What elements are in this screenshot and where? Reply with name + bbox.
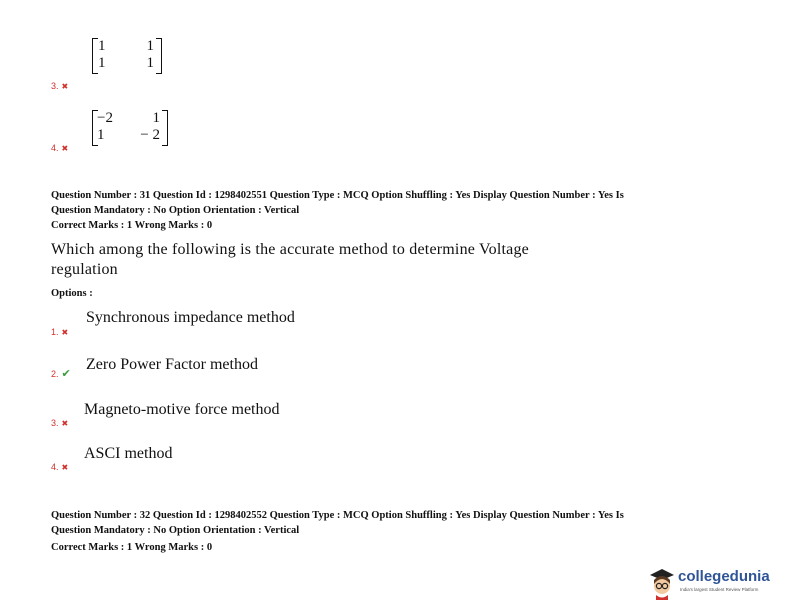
wrong-mark-icon: ✖ — [61, 419, 69, 428]
matrix-cell: 1 — [98, 38, 106, 54]
option-number: 4. — [51, 143, 59, 153]
logo-wordmark: collegedunia — [678, 568, 770, 585]
wrong-mark-icon: ✖ — [61, 82, 69, 91]
logo-tagline: India's largest Student Review Platform — [680, 587, 759, 592]
question-line: Which among the following is the accurate method to determine Voltage — [51, 241, 529, 258]
meta-line: Question Number : 32 Question Id : 1298402552 Question Type : MCQ Option Shuffling : Yes Display Question Number : Yes Is — [51, 510, 624, 521]
option-3-marker — [51, 413, 68, 431]
option-number: 4. — [51, 462, 59, 472]
question-31-meta — [51, 188, 751, 233]
meta-line: Correct Marks : 1 Wrong Marks : 0 — [51, 542, 213, 553]
options-label: Options : — [51, 288, 93, 299]
question-32-meta — [51, 508, 751, 555]
option-4-marker — [51, 457, 68, 475]
option-marker — [51, 76, 68, 94]
correct-check-icon: ✔ — [61, 367, 71, 380]
mascot-icon — [648, 566, 676, 600]
matrix-option-4 — [92, 110, 168, 144]
option-2-text: Zero Power Factor method — [86, 356, 258, 373]
matrix-cell: 1 — [97, 127, 105, 143]
matrix-cell: 1 — [146, 55, 154, 71]
matrix-cell: 1 — [152, 110, 160, 126]
option-number: 3. — [51, 81, 59, 91]
wrong-mark-icon: ✖ — [61, 328, 69, 337]
matrix-right-bracket — [162, 110, 168, 146]
option-4-text: ASCI method — [84, 445, 173, 462]
collegedunia-logo — [648, 564, 778, 602]
matrix-cell: 1 — [98, 55, 106, 71]
option-3-text: Magneto-motive force method — [84, 401, 280, 418]
question-line: regulation — [51, 261, 118, 278]
option-2-marker — [51, 364, 71, 382]
matrix-right-bracket — [156, 38, 162, 74]
matrix-cell: − 2 — [140, 127, 160, 143]
meta-line: Question Mandatory : No Option Orientation : Vertical — [51, 525, 300, 536]
option-number: 2. — [51, 369, 59, 379]
matrix-option-3 — [92, 38, 162, 72]
meta-line: Question Mandatory : No Option Orientation : Vertical — [51, 205, 300, 216]
matrix-cell: 1 — [146, 38, 154, 54]
matrix-cell: −2 — [97, 110, 113, 126]
option-1-text: Synchronous impedance method — [86, 309, 295, 326]
option-number: 1. — [51, 327, 59, 337]
meta-line: Correct Marks : 1 Wrong Marks : 0 — [51, 220, 213, 231]
question-31-text — [51, 240, 671, 280]
wrong-mark-icon: ✖ — [61, 144, 69, 153]
option-marker — [51, 138, 68, 156]
option-number: 3. — [51, 418, 59, 428]
meta-line: Question Number : 31 Question Id : 1298402551 Question Type : MCQ Option Shuffling : Yes Display Question Number : Yes Is — [51, 190, 624, 201]
wrong-mark-icon: ✖ — [61, 463, 69, 472]
option-1-marker — [51, 322, 68, 340]
